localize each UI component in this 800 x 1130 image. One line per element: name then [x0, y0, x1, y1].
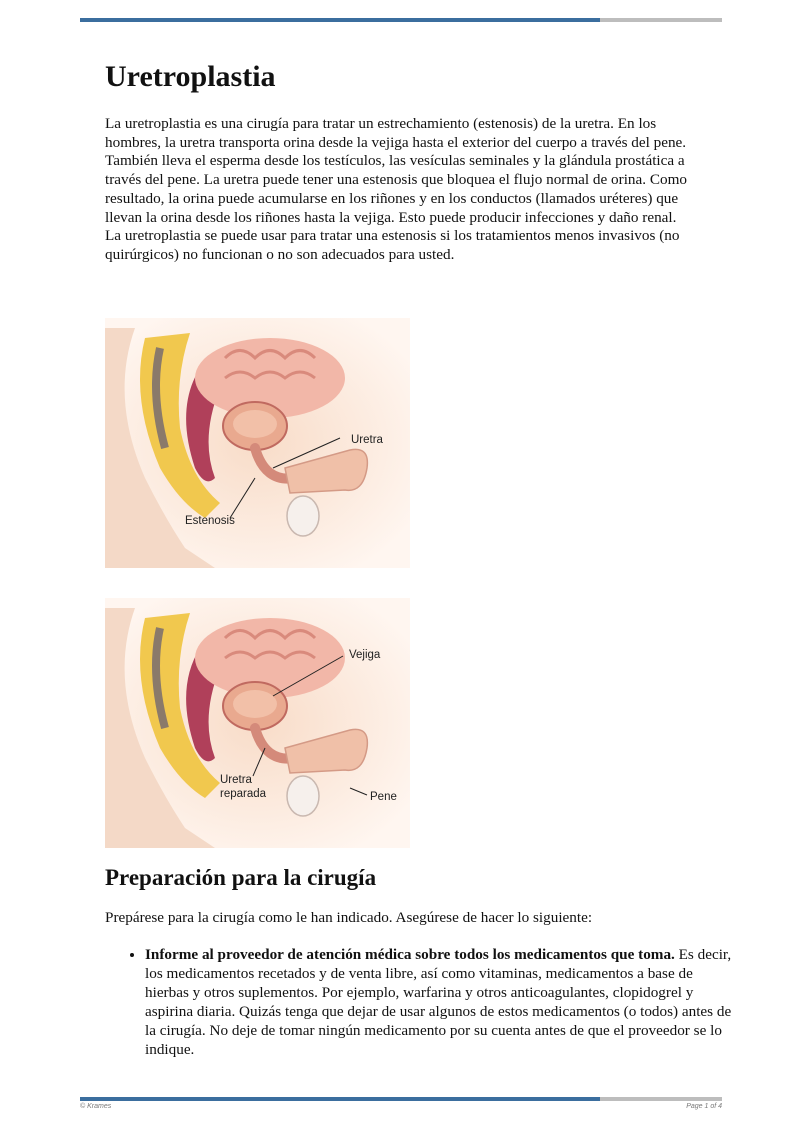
footer-copyright: © Krames	[80, 1103, 112, 1110]
label-penis: Pene	[370, 791, 397, 803]
anatomy-illustration-2	[105, 598, 410, 848]
list-item-text: Es decir, los medicamentos recetados y de venta libre, así como vitaminas, medicamentos a base de hierbas y otros suplementos. Por ejemplo, warfarina y otros anticoagulantes, clopidogrel y aspirina diaria. Quizás tenga que dejar de usar algunos de estos medicamentos (o todos) antes de la cirugía. No deje de tomar ningún medicamento por su cuenta antes de que el proveedor se lo indique.	[145, 946, 732, 1058]
label-stenosis: Estenosis	[185, 515, 235, 527]
anatomy-illustration-1	[105, 318, 410, 568]
intro-paragraph: La uretroplastia es una cirugía para tratar un estrechamiento (estenosis) de la uretra. En los hombres, la uretra transporta orina desde la vejiga hasta el exterior del cuerpo a través del pene. También lleva el esperma desde los testículos, las vesículas seminales y la glándula prostática a través del pene. La uretra puede tener una estenosis que bloquea el flujo normal de orina. Como resultado, la orina puede acumularse en los riñones y en los conductos (llamados uréteres) que llevan la orina desde los riñones hasta la vejiga. Esto puede producir infecciones y daño renal. La uretroplastia se puede usar para tratar una estenosis si los tratamientos menos invasivos (no quirúrgicos) no funcionan o no son adecuados para usted.	[105, 115, 687, 263]
label-repaired-urethra-2: reparada	[220, 788, 267, 800]
prep-intro: Prepárese para la cirugía como le han indicado. Asegúrese de hacer lo siguiente:	[105, 909, 593, 926]
list-item	[145, 945, 735, 1059]
article	[105, 55, 695, 265]
footer-page-number: Page 1 of 4	[686, 1103, 722, 1110]
label-urethra: Uretra	[351, 434, 383, 446]
prep-list	[105, 945, 735, 1059]
footer-rule	[80, 1097, 722, 1101]
section-heading: Preparación para la cirugía	[105, 865, 377, 890]
label-bladder: Vejiga	[349, 649, 381, 661]
label-repaired-urethra-1: Uretra	[220, 774, 252, 786]
header-rule	[80, 18, 722, 22]
list-item-bold: Informe al proveedor de atención médica sobre todos los medicamentos que toma.	[145, 946, 675, 963]
illustration-stenosis	[105, 318, 410, 568]
illustration-repaired	[105, 598, 410, 848]
page-title: Uretroplastia	[105, 60, 276, 93]
